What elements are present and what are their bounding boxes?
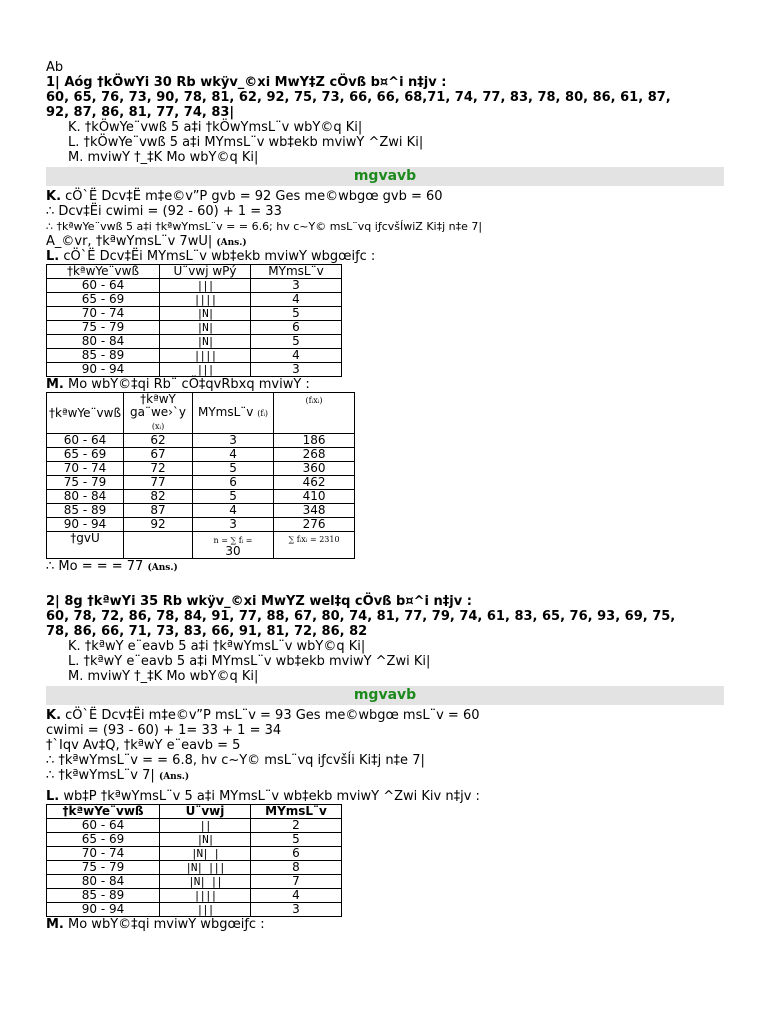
- q1-k-line-3: ∴ †kªwYe¨vwß 5 a‡i †kªwYmsL¨v = = 6.6; hv c~Y© msL¨vq iƒcvšÍwiZ Ki‡j n‡e 7|: [46, 220, 483, 233]
- q2-title: 2| 8g †kªwYi 35 Rb wkÿv_©xi MwYZ wel‡q cÖvß b¤^i n‡jv :: [46, 594, 472, 609]
- table-row: 60 - 64 62 3 186: [47, 434, 355, 448]
- document-page: [46, 60, 724, 932]
- col-header-tally: U¨vwj wPý: [160, 265, 251, 279]
- q2-m-line-1: Mo wbY©‡qi mviwY wbgœiƒc :: [63, 917, 265, 932]
- q1-solution-banner: mgvavb: [46, 167, 724, 186]
- cell-frequency: 4: [251, 293, 342, 307]
- cell-frequency: 3: [251, 363, 342, 377]
- q1-k-label: K.: [46, 189, 62, 204]
- q2-item-k: K. †kªwY e¨eavb 5 a‡i †kªwYmsL¨v wbY©q Ki|: [68, 639, 366, 654]
- q1-m-ans: (Ans.): [147, 563, 178, 573]
- cell-tally: |N|: [160, 321, 251, 335]
- table-row: 85 - 89 87 4 348: [47, 504, 355, 518]
- q1-m-result: ∴ Mo = = = 77: [46, 559, 144, 574]
- table-row: 80 - 84 82 5 410: [47, 490, 355, 504]
- cell-frequency: 5: [251, 335, 342, 349]
- q1-item-k: K. †kÖwYe¨vwß 5 a‡i †kÖwYmsL¨v wbY©q Ki|: [68, 120, 363, 135]
- table-row: [47, 307, 342, 321]
- table-row: 65 - 69 67 4 268: [47, 448, 355, 462]
- q2-data-line-2: 78, 86, 66, 71, 73, 83, 66, 91, 81, 72, 86, 82: [46, 624, 368, 639]
- q1-item-m: M. mviwY †_‡K Mo wbY©q Ki|: [68, 150, 259, 165]
- q2-item-l: L. †kªwY e¨eavb 5 a‡i MYmsL¨v wb‡ekb mviwY ^Zwi Ki|: [68, 654, 431, 669]
- cell-tally: |||: [160, 279, 251, 293]
- q2-solution-banner: mgvavb: [46, 686, 724, 705]
- q1-k-line-4: A_©vr, †kªwYmsL¨v 7wU|: [46, 234, 213, 249]
- q2-k-line-3: †`Iqv Av‡Q, †kªwY e¨eavb = 5: [46, 738, 241, 753]
- table-row: [47, 321, 342, 335]
- cell-class: 85 - 89: [47, 349, 160, 363]
- q2-k-ans: (Ans.): [158, 772, 190, 782]
- col-header-class: †kªwYe¨vwß: [47, 265, 160, 279]
- q2-k-line-4: ∴ †kªwYmsL¨v = = 6.8, hv c~Y© msL¨vq iƒcvšÍi Ki‡j n‡e 7|: [46, 753, 425, 768]
- table-row: 75 - 79 77 6 462: [47, 476, 355, 490]
- q2-frequency-table: [46, 804, 342, 917]
- q2-item-m: M. mviwY †_‡K Mo wbY©q Ki|: [68, 669, 259, 684]
- col-header-class: †kªwYe¨vwß: [47, 805, 160, 819]
- q1-m-line-1: Mo wbY©‡qi Rb¨ cÖ‡qvRbxq mviwY :: [63, 377, 310, 392]
- cell-frequency: 4: [251, 349, 342, 363]
- q1-k-line-1: cÖ`Ë Dcv‡Ë m‡e©v”P gvb = 92 Ges me©wbgœ gvb = 60: [61, 189, 443, 204]
- header-text: Ab: [46, 60, 64, 75]
- cell-frequency: 3: [251, 279, 342, 293]
- q2-k-line-1: cÖ`Ë Dcv‡Ëi m‡e©v”P msL¨v = 93 Ges me©wbgœ msL¨v = 60: [61, 708, 480, 723]
- table-row: [47, 279, 342, 293]
- cell-class: 75 - 79: [47, 321, 160, 335]
- col-header-frequency: MYmsL¨v: [251, 805, 342, 819]
- cell-tally: |||: [160, 363, 251, 377]
- cell-total-fx: ∑ fᵢxᵢ = 2310: [274, 532, 355, 559]
- table-row: [47, 349, 342, 363]
- q1-l-line-1: cÖ`Ë Dcv‡Ëi MYmsL¨v wb‡ekb mviwY wbgœiƒc :: [59, 249, 376, 264]
- col-header-midpoint: †kªwY ga¨we›`y (xᵢ): [124, 393, 193, 434]
- q1-title: 1| Aóg †kÖwYi 30 Rb wkÿv_©xi MwY‡Z cÖvß b¤^i n‡jv :: [46, 75, 447, 90]
- cell-tally: ||||: [160, 349, 251, 363]
- q1-data-line-1: 60, 65, 76, 73, 90, 78, 81, 62, 92, 75, 73, 66, 66, 68,71, 74, 77, 83, 78, 80, 86, 61, 87,: [46, 90, 671, 105]
- table-row: 70 - 74 72 5 360: [47, 462, 355, 476]
- col-header-frequency: MYmsL¨v (fᵢ): [193, 393, 274, 434]
- table-row: 60 - 64 || 2: [47, 819, 342, 833]
- table-row: [47, 363, 342, 377]
- cell-tally: |N|: [160, 335, 251, 349]
- q1-data-line-2: 92, 87, 86, 81, 77, 74, 83|: [46, 105, 235, 120]
- cell-total-n: n = ∑ fᵢ = 30: [193, 532, 274, 559]
- q2-m-label: M.: [46, 917, 64, 932]
- q2-data-line-1: 60, 78, 72, 86, 78, 84, 91, 77, 88, 67, 80, 74, 81, 77, 79, 74, 61, 83, 65, 76, 93, 69, 75,: [46, 609, 676, 624]
- cell-class: 65 - 69: [47, 293, 160, 307]
- table-row: [47, 335, 342, 349]
- q1-k-line-2: ∴ Dcv‡Ëi cwimi = (92 - 60) + 1 = 33: [46, 204, 282, 219]
- q2-k-line-5: ∴ †kªwYmsL¨v 7|: [46, 768, 155, 783]
- cell-tally: |N|: [160, 307, 251, 321]
- q2-k-label: K.: [46, 708, 62, 723]
- q1-item-l: L. †kÖwYe¨vwß 5 a‡i MYmsL¨v wb‡ekb mviwY ^Zwi Ki|: [68, 135, 424, 150]
- table-row: 90 - 94 ||| 3: [47, 903, 342, 917]
- table-row: 70 - 74 |N| | 6: [47, 847, 342, 861]
- table-row: 75 - 79 |N| ||| 8: [47, 861, 342, 875]
- cell-tally: ||||: [160, 293, 251, 307]
- table-total-row: [47, 532, 355, 559]
- q1-mean-table: [46, 392, 355, 559]
- table-row: 80 - 84 |N| || 7: [47, 875, 342, 889]
- q2-k-line-2: cwimi = (93 - 60) + 1= 33 + 1 = 34: [46, 723, 282, 738]
- table-row: [47, 293, 342, 307]
- cell-total-label: †gvU: [47, 532, 124, 559]
- col-header-fx: (fᵢxᵢ): [274, 393, 355, 434]
- col-header-frequency: MYmsL¨v: [251, 265, 342, 279]
- cell-frequency: 6: [251, 321, 342, 335]
- cell-frequency: 5: [251, 307, 342, 321]
- table-row: 90 - 94 92 3 276: [47, 518, 355, 532]
- col-header-tally: U¨vwj: [160, 805, 251, 819]
- cell-class: 70 - 74: [47, 307, 160, 321]
- table-row: 65 - 69 |N| 5: [47, 833, 342, 847]
- q1-m-label: M.: [46, 377, 64, 392]
- q1-l-label: L.: [46, 249, 60, 264]
- q1-frequency-table: [46, 264, 342, 377]
- col-header-class: †kªwYe¨vwß: [47, 393, 124, 434]
- cell-class: 80 - 84: [47, 335, 160, 349]
- cell-class: 90 - 94: [47, 363, 160, 377]
- q2-l-label: L.: [46, 789, 60, 804]
- q1-k-ans: (Ans.): [216, 238, 247, 248]
- cell-class: 60 - 64: [47, 279, 160, 293]
- q2-l-line-1: wb‡P †kªwYmsL¨v 5 a‡i MYmsL¨v wb‡ekb mviwY ^Zwi Kiv n‡jv :: [59, 789, 480, 804]
- table-row: 85 - 89 |||| 4: [47, 889, 342, 903]
